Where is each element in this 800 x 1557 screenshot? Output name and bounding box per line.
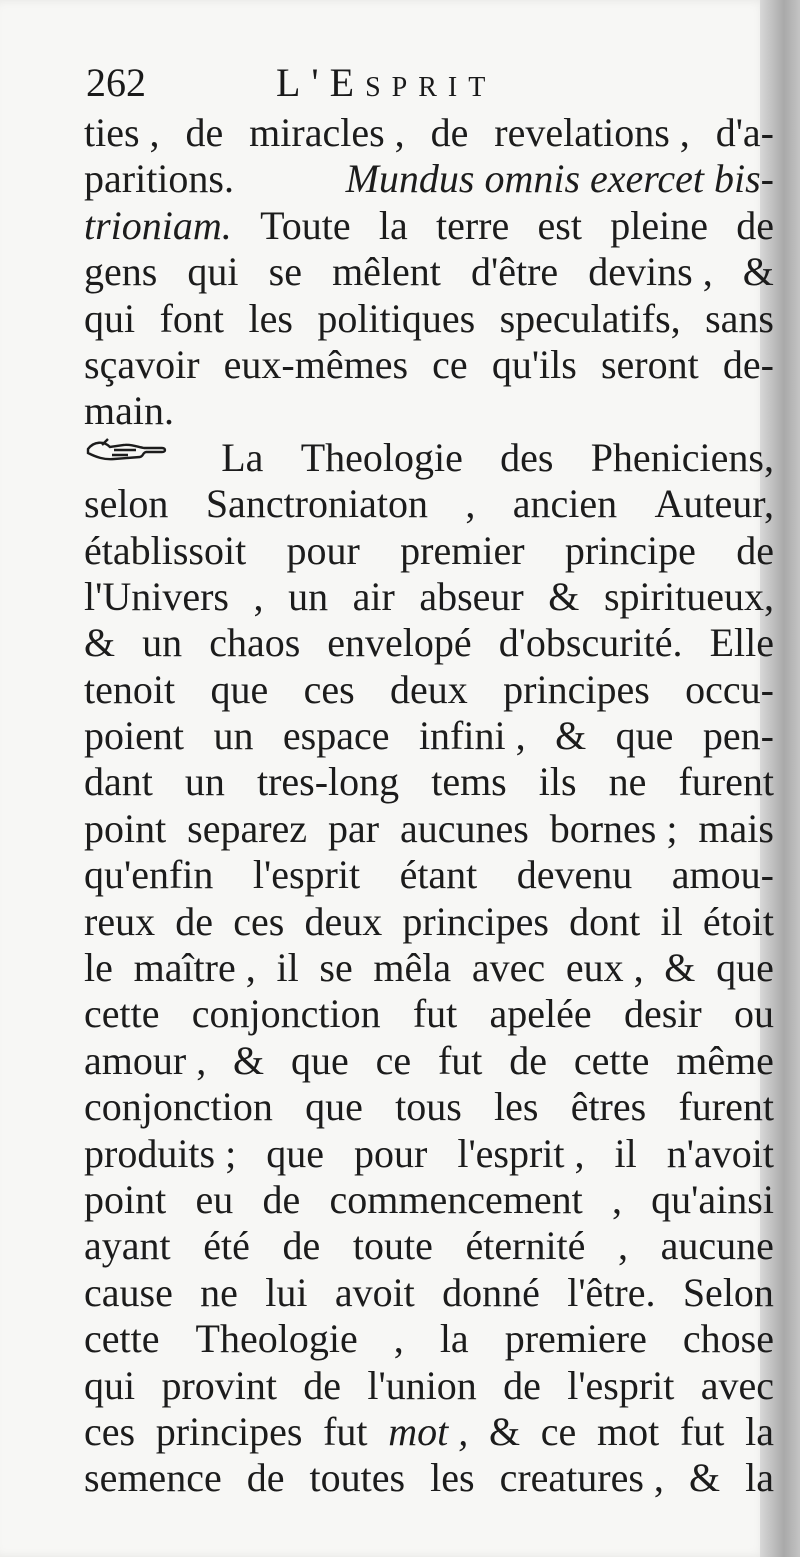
word: qui <box>187 249 239 295</box>
word: que <box>266 1130 324 1176</box>
word: & <box>548 573 580 619</box>
word: la <box>378 202 408 248</box>
word: êtres <box>570 1084 647 1130</box>
word: & <box>688 1455 721 1501</box>
word: éternité <box>465 1223 586 1269</box>
word: les <box>494 1084 539 1130</box>
text-line <box>84 1363 774 1409</box>
word: Elle <box>709 620 774 666</box>
text-line <box>84 1084 774 1130</box>
word: provint <box>161 1362 277 1408</box>
word: d'obscurité. <box>498 620 683 666</box>
word: l'Univers <box>84 573 229 619</box>
text-line <box>84 156 774 202</box>
word: poient <box>84 713 184 759</box>
word: l'être. <box>567 1269 656 1315</box>
word: qu'ainsi <box>651 1176 774 1222</box>
word: sçavoir <box>84 341 200 387</box>
word: infini , <box>418 713 526 759</box>
text-line <box>84 435 774 481</box>
word: maître , <box>133 945 256 991</box>
word: tems <box>431 759 507 805</box>
word: Sanctroniaton <box>205 481 428 527</box>
text-line <box>84 528 774 574</box>
word: desir <box>623 991 702 1037</box>
word: ne <box>200 1269 238 1315</box>
word: conjonction <box>191 991 381 1037</box>
word: ancien <box>512 481 618 527</box>
word: la <box>439 1316 469 1362</box>
word: l'esprit <box>252 852 361 898</box>
text-line <box>84 1455 774 1501</box>
word: bornes ; <box>549 805 678 851</box>
word: eux , <box>565 945 644 991</box>
word: devenu <box>516 852 633 898</box>
word: principes <box>503 666 650 712</box>
word: pleine <box>610 202 708 248</box>
word: de <box>430 110 469 155</box>
text-line <box>84 991 774 1037</box>
text-line <box>84 1223 774 1269</box>
text-line <box>84 852 774 898</box>
text-line <box>84 759 774 805</box>
word: il <box>276 945 299 991</box>
word: il <box>614 1130 637 1176</box>
word: lui <box>265 1269 308 1315</box>
word: espace <box>282 713 390 759</box>
text-line <box>84 203 774 249</box>
word: Theologie <box>300 434 463 480</box>
word: seront <box>600 341 699 387</box>
text-line <box>84 110 774 156</box>
word: tenoit <box>84 666 176 712</box>
word: conjonction <box>84 1084 273 1130</box>
word: point <box>84 1176 167 1222</box>
word: eux-mêmes <box>223 341 409 387</box>
text-line <box>84 899 774 945</box>
text-line <box>84 1038 774 1084</box>
word: deux <box>390 666 468 712</box>
word: ties , <box>84 110 160 155</box>
word: politiques <box>317 295 476 341</box>
word: deux <box>304 898 383 944</box>
word: occu- <box>685 666 774 712</box>
word: Toute <box>260 202 351 248</box>
word: , <box>618 1223 629 1269</box>
word: de <box>246 1455 285 1501</box>
word: qu'ils <box>491 341 577 387</box>
text-line <box>84 1177 774 1223</box>
word: fut <box>437 1037 483 1083</box>
word: main. <box>84 388 174 434</box>
word: que <box>716 945 774 991</box>
word: ou <box>733 991 774 1037</box>
word: dant <box>84 759 153 805</box>
word: La <box>221 434 264 480</box>
word: font <box>159 295 225 341</box>
word: de <box>262 1176 301 1222</box>
word: ayant <box>84 1223 171 1269</box>
word: est <box>537 202 582 248</box>
text-line <box>84 574 774 620</box>
word: été <box>203 1223 250 1269</box>
word: des <box>500 434 554 480</box>
word: mais <box>698 805 774 851</box>
word: qu'enfin <box>84 852 214 898</box>
text-line <box>84 806 774 852</box>
word: premier <box>400 527 525 573</box>
word: amou- <box>671 852 774 898</box>
word: les <box>248 295 293 341</box>
word: Mundus omnis exercet bis- <box>345 156 774 202</box>
word: envelopé <box>327 620 472 666</box>
word: de <box>282 1223 321 1269</box>
word: qui <box>84 1362 136 1408</box>
word: tous <box>395 1084 462 1130</box>
word: établissoit <box>84 527 247 573</box>
paragraph-2 <box>84 435 774 1502</box>
word: dont <box>569 898 641 944</box>
word: fut <box>323 1408 368 1454</box>
word: terre <box>435 202 510 248</box>
word: eu <box>195 1176 234 1222</box>
word: cette <box>84 1316 160 1362</box>
word: trioniam. <box>84 202 232 248</box>
word: il <box>660 898 683 944</box>
word: & <box>664 945 696 991</box>
word: miracles , <box>249 110 405 155</box>
word: n'avoit <box>666 1130 774 1176</box>
word: cause <box>84 1269 173 1315</box>
word: amour , <box>84 1037 207 1083</box>
word: creatures , <box>499 1455 664 1501</box>
word: se <box>268 249 302 295</box>
text-line <box>84 620 774 666</box>
word: d'a- <box>715 110 774 155</box>
word: mot , <box>388 1408 469 1454</box>
word: que <box>291 1037 349 1083</box>
word: étoit <box>702 898 774 944</box>
word: l'esprit , <box>457 1130 585 1176</box>
word: que <box>615 713 674 759</box>
word: qui <box>84 295 136 341</box>
text-line <box>84 342 774 388</box>
word: Pheniciens, <box>590 434 774 480</box>
word: de <box>185 110 224 155</box>
word: principes <box>402 898 549 944</box>
word: devins , <box>588 249 713 295</box>
text-line <box>84 1131 774 1177</box>
word: le <box>84 945 113 991</box>
word: de <box>503 1362 541 1408</box>
text-line <box>84 667 774 713</box>
word: par <box>327 805 380 851</box>
word: ils <box>538 759 577 805</box>
word: l'union <box>367 1362 477 1408</box>
word: , <box>465 481 476 527</box>
word: apelée <box>489 991 592 1037</box>
word: , <box>253 573 264 619</box>
text-line <box>84 713 774 759</box>
word: abseur <box>419 573 524 619</box>
word: ce <box>375 1037 412 1083</box>
word: & <box>233 1037 265 1083</box>
text-line <box>84 249 774 295</box>
word: mot <box>597 1408 660 1454</box>
word: ne <box>608 759 647 805</box>
word: aucunes <box>399 805 529 851</box>
word: cette <box>84 991 160 1037</box>
word: Selon <box>682 1269 774 1315</box>
word: de <box>736 202 774 248</box>
word: mêla <box>373 945 452 991</box>
word: fut <box>679 1408 725 1454</box>
page-header <box>86 58 606 108</box>
word: avec <box>471 945 546 991</box>
word: ces <box>233 898 285 944</box>
word: chaos <box>209 620 301 666</box>
word: que <box>305 1084 363 1130</box>
word: , <box>393 1316 404 1362</box>
word: semence <box>84 1455 222 1501</box>
word: selon <box>84 481 169 527</box>
word: chose <box>682 1316 774 1362</box>
word: avec <box>700 1362 774 1408</box>
word: d'être <box>471 249 559 295</box>
paragraph-1 <box>84 110 774 435</box>
word: point <box>84 805 167 851</box>
text-line <box>84 945 774 991</box>
word: paritions. <box>84 156 234 202</box>
word: reux <box>84 898 156 944</box>
word: ces <box>84 1408 136 1454</box>
word: furent <box>678 759 774 805</box>
text-line <box>84 1270 774 1316</box>
word: toute <box>352 1223 433 1269</box>
word: de- <box>722 341 774 387</box>
word: revelations , <box>494 110 690 155</box>
word: pen- <box>702 713 774 759</box>
word: & <box>84 620 116 666</box>
text-line <box>84 481 774 527</box>
word: ce <box>540 1408 577 1454</box>
word: la <box>745 1408 774 1454</box>
word: se <box>319 945 353 991</box>
word: pour <box>354 1130 428 1176</box>
word: pour <box>286 527 360 573</box>
word: de <box>736 527 774 573</box>
text-line <box>84 388 774 434</box>
word: les <box>430 1455 475 1501</box>
text-line <box>84 1316 774 1362</box>
word: & <box>742 249 774 295</box>
word: de <box>509 1037 548 1083</box>
word: principe <box>564 527 696 573</box>
word: tres-long <box>256 759 400 805</box>
word: & <box>555 713 587 759</box>
word: separez <box>187 805 308 851</box>
word: spiritueux, <box>603 573 774 619</box>
word: mêlent <box>332 249 441 295</box>
word: furent <box>678 1084 774 1130</box>
pointing-hand-icon <box>84 435 168 465</box>
word: ce <box>432 341 468 387</box>
word: aucune <box>660 1223 774 1269</box>
word: la <box>745 1455 774 1501</box>
word: Auteur, <box>654 481 774 527</box>
word: sans <box>705 295 774 341</box>
word: air <box>352 573 395 619</box>
word: Theologie <box>195 1316 358 1362</box>
word: , <box>611 1176 622 1222</box>
word: & <box>488 1408 521 1454</box>
word: toutes <box>309 1455 406 1501</box>
word: commencement <box>329 1176 583 1222</box>
word: gens <box>84 249 158 295</box>
running-head: L'Esprit <box>276 60 497 105</box>
word: un <box>288 573 329 619</box>
word: principes <box>155 1408 303 1454</box>
body-text <box>84 110 774 1502</box>
text-line <box>84 1409 774 1455</box>
word: même <box>676 1037 774 1083</box>
word: premiere <box>504 1316 647 1362</box>
word: avoit <box>334 1269 415 1315</box>
word: fut <box>412 991 458 1037</box>
word: étant <box>399 852 478 898</box>
word: produits ; <box>84 1130 237 1176</box>
word: un <box>184 759 225 805</box>
word: que <box>210 666 269 712</box>
word: de <box>303 1362 342 1408</box>
word: de <box>175 898 214 944</box>
word: un <box>142 620 183 666</box>
page-number: 262 <box>86 60 146 105</box>
text-line <box>84 296 774 342</box>
word: l'esprit <box>567 1362 675 1408</box>
word: donné <box>442 1269 540 1315</box>
word: ces <box>303 666 355 712</box>
word: cette <box>573 1037 650 1083</box>
word: un <box>213 713 254 759</box>
word: speculatifs, <box>499 295 681 341</box>
